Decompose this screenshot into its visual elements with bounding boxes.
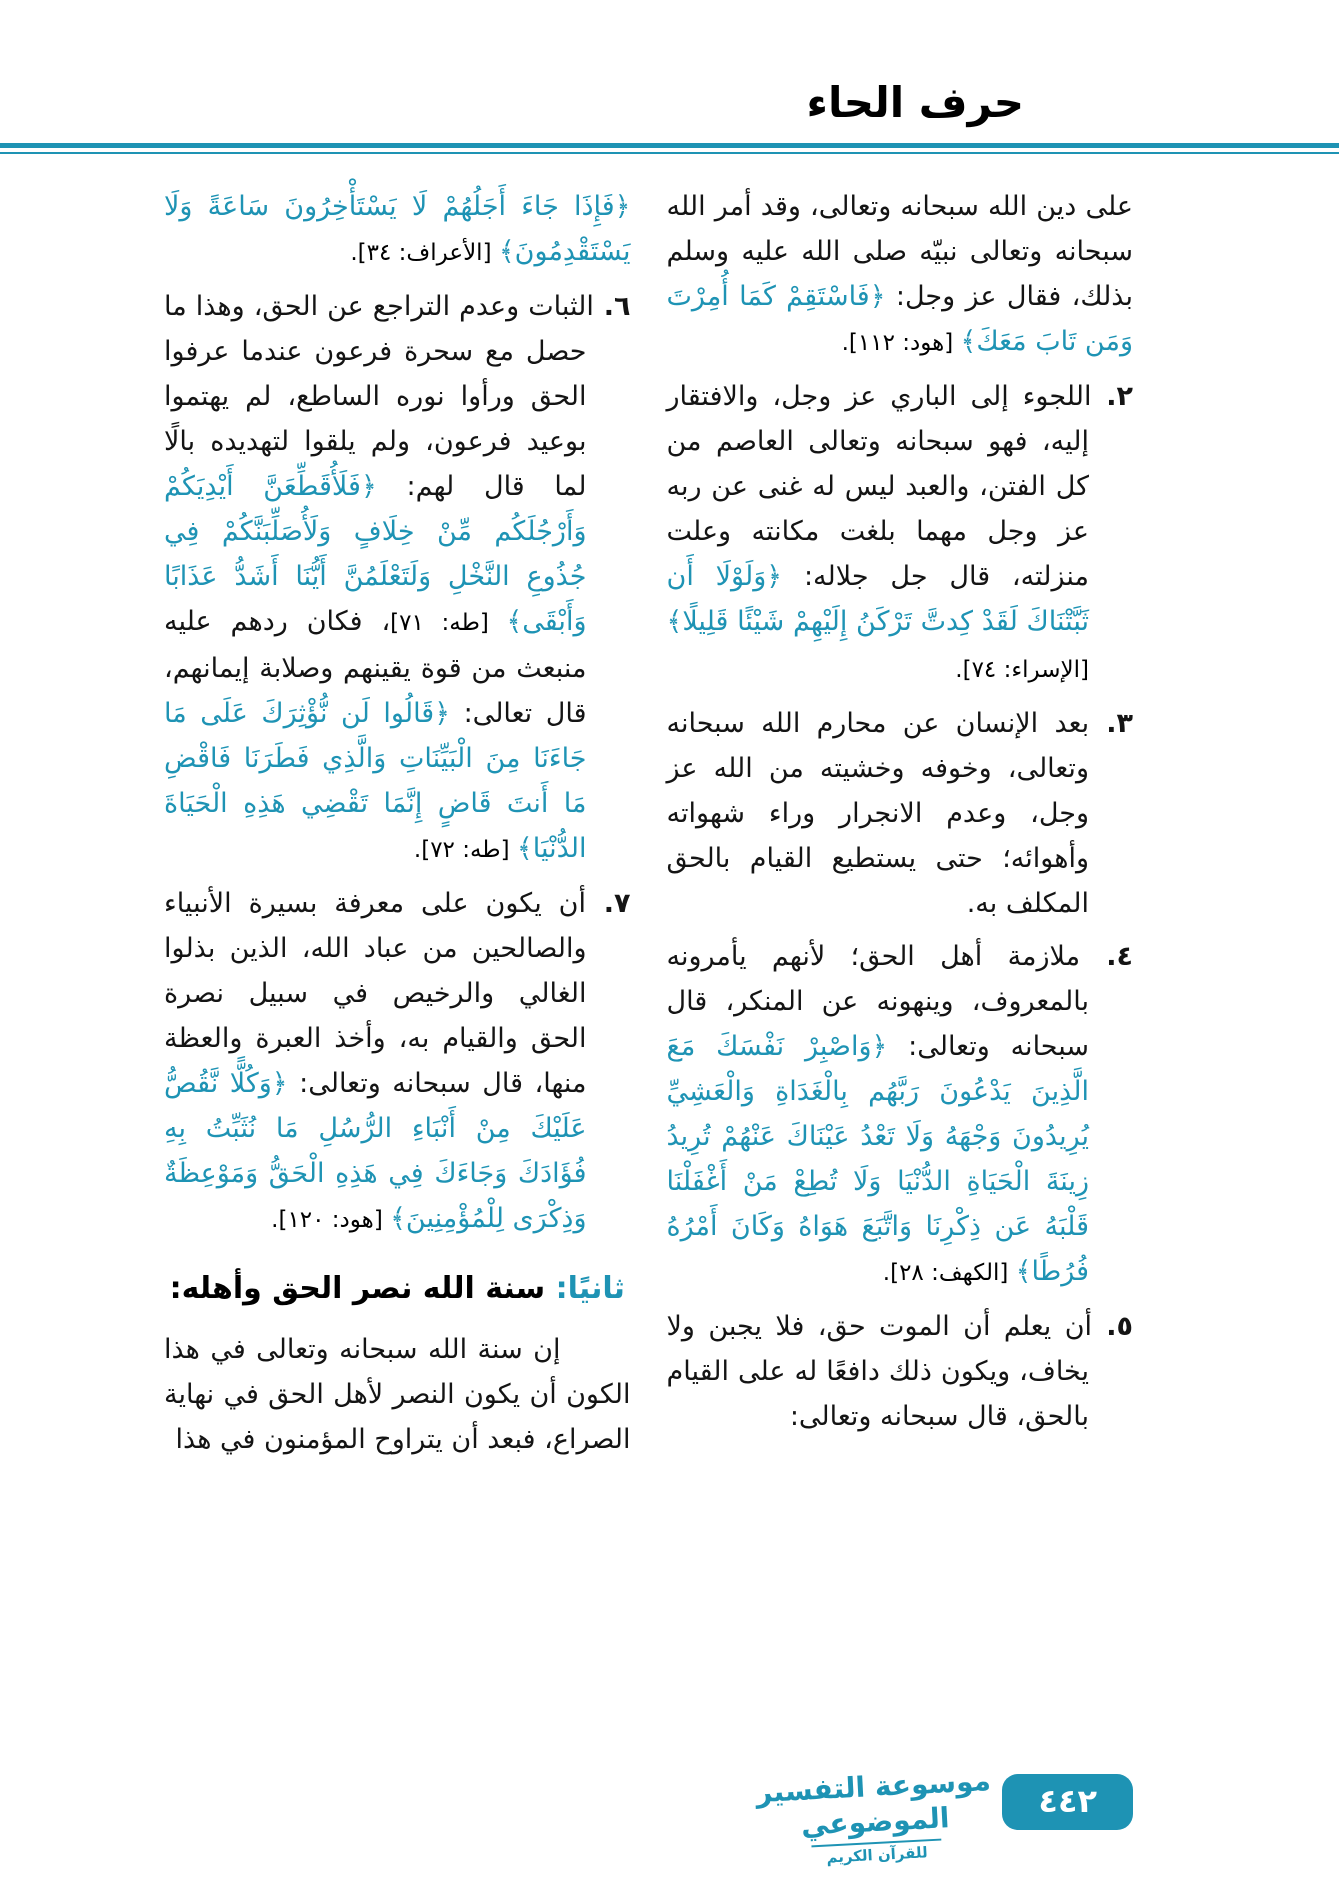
item-number: ٥. [1092,1311,1133,1342]
emblem-subtitle: للقرآن الكريم [812,1839,942,1868]
column-right [667,184,1134,1470]
numbered-item [667,934,1134,1296]
body-text: على دين الله سبحانه وتعالى، وقد أمر الله سبحانه وتعالى نبيّه صلى الله عليه وسلم بذلك، فقال عز وجل: [666,191,1133,312]
body-text: أن يكون على معرفة بسيرة الأنبياء والصالحين من عباد الله، الذين بذلوا الغالي والرخيص في سبيل نصرة الحق والقيام به، وأخذ العبرة والعظة منها، قال سبحانه وتعالى: [164,888,587,1099]
quran-verse: ﴿فَإِذَا جَاءَ أَجَلُهُمْ لَا يَسْتَأْخِرُونَ سَاعَةً وَلَا يَسْتَقْدِمُونَ﴾ [164,191,631,267]
quran-verse: ﴿وَاصْبِرْ نَفْسَكَ مَعَ الَّذِينَ يَدْعُونَ رَبَّهُم بِالْغَدَاةِ وَالْعَشِيِّ يُرِيدُونَ وَجْهَهُ وَلَا تَعْدُ عَيْنَاكَ عَنْهُمْ تُرِيدُ زِينَةَ الْحَيَاةِ الدُّنْيَا وَلَا تُطِعْ مَنْ أَغْفَلْنَا قَلْبَهُ عَن ذِكْرِنَا وَاتَّبَعَ هَوَاهُ وَكَانَ أَمْرُهُ فُرُطًا﴾ [666,1031,1089,1287]
verse-reference: [طه: ٧١] [390,610,507,636]
numbered-item [667,701,1134,926]
verse-reference: [الإسراء: ٧٤]. [955,657,1089,683]
emblem-title: موسوعة التفسير الموضوعي [755,1763,992,1842]
text-columns [164,184,1133,1470]
page-number-badge [1002,1774,1133,1830]
quran-verse: ﴿فَلَأُقَطِّعَنَّ أَيْدِيَكُمْ وَأَرْجُلَكُم مِّنْ خِلَافٍ وَلَأُصَلِّبَنَّكُمْ فِي جُذُوعِ النَّخْلِ وَلَتَعْلَمُنَّ أَيُّنَا أَشَدُّ عَذَابًا وَأَبْقَى﴾ [164,471,587,637]
section-heading [164,1265,631,1313]
numbered-item [667,1304,1134,1439]
body-text: أن يعلم أن الموت حق، فلا يجبن ولا يخاف، ويكون ذلك دافعًا له على القيام بالحق، قال سبحانه وتعالى: [666,1311,1093,1432]
verse-reference: [هود: ١٢٠]. [271,1207,391,1233]
item-number: ٦. [593,291,631,322]
verse-reference: [الأعراف: ٣٤]. [350,240,499,266]
column-left [164,184,631,1470]
paragraph [667,184,1134,366]
item-number: ٤. [1080,941,1133,972]
body-text: الثبات وعدم التراجع عن الحق، وهذا ما حصل مع سحرة فرعون عندما عرفوا الحق ورأوا نوره الساطع، لم يهتموا بوعيد فرعون، ولم يلقوا لتهديده بالًا لما قال لهم: [164,291,594,502]
verse-reference: [الكهف: ٢٨]. [882,1260,1016,1286]
heading-text: سنة الله نصر الحق وأهله: [169,1271,546,1306]
paragraph [164,184,631,276]
page-number: ٤٤٢ [1038,1782,1097,1821]
quran-verse: ﴿فَاسْتَقِمْ كَمَا أُمِرْتَ وَمَن تَابَ مَعَكَ﴾ [666,281,1133,357]
item-number: ٢. [1091,381,1133,412]
body-text: بعد الإنسان عن محارم الله سبحانه وتعالى، وخوفه وخشيته من الله عز وجل، وعدم الانجرار وراء شهواته وأهوائه؛ حتى يستطيع القيام بالحق المكلف به. [666,708,1090,919]
header-divider [0,143,1339,154]
numbered-item [667,374,1134,693]
item-number: ٧. [585,888,631,919]
numbered-item [164,881,631,1243]
quran-verse: ﴿قَالُوا لَن نُّؤْثِرَكَ عَلَى مَا جَاءَنَا مِنَ الْبَيِّنَاتِ وَالَّذِي فَطَرَنَا فَاقْضِ مَا أَنتَ قَاضٍ إِنَّمَا تَقْضِي هَذِهِ الْحَيَاةَ الدُّنْيَا﴾ [164,698,587,864]
verse-reference: [هود: ١١٢]. [841,330,961,356]
item-number: ٣. [1089,708,1133,739]
quran-verse: ﴿وَلَوْلَا أَن ثَبَّتْنَاكَ لَقَدْ كِدتَّ تَرْكَنُ إِلَيْهِمْ شَيْئًا قَلِيلًا﴾ [666,561,1089,637]
publisher-emblem [743,1762,1008,1870]
heading-accent: ثانيًا: [545,1271,625,1306]
paragraph [164,1327,631,1462]
body-text: ، فكان ردهم عليه منبعث من قوة يقينهم وصلابة إيمانهم، قال تعالى: [164,606,587,729]
numbered-item [164,284,631,873]
verse-reference: [طه: ٧٢]. [413,837,517,863]
chapter-letter-heading: حرف الحاء [806,78,1024,127]
body-text: اللجوء إلى الباري عز وجل، والافتقار إليه، فهو سبحانه وتعالى العاصم من كل الفتن، والعبد ليس له غنى عن ربه عز وجل مهما بلغت مكانته وعلت منزلته، قال جل جلاله: [666,381,1092,592]
body-text: ملازمة أهل الحق؛ لأنهم يأمرونه بالمعروف، وينهونه عن المنكر، قال سبحانه وتعالى: [666,941,1089,1062]
quran-verse: ﴿وَكُلًّا نَّقُصُّ عَلَيْكَ مِنْ أَنْبَاءِ الرُّسُلِ مَا نُثَبِّتُ بِهِ فُؤَادَكَ وَجَاءَكَ فِي هَذِهِ الْحَقُّ وَمَوْعِظَةٌ وَذِكْرَى لِلْمُؤْمِنِينَ﴾ [164,1068,587,1234]
body-text: إن سنة الله سبحانه وتعالى في هذا الكون أن يكون النصر لأهل الحق في نهاية الصراع، فبعد أن يتراوح المؤمنون في هذا [164,1334,631,1455]
